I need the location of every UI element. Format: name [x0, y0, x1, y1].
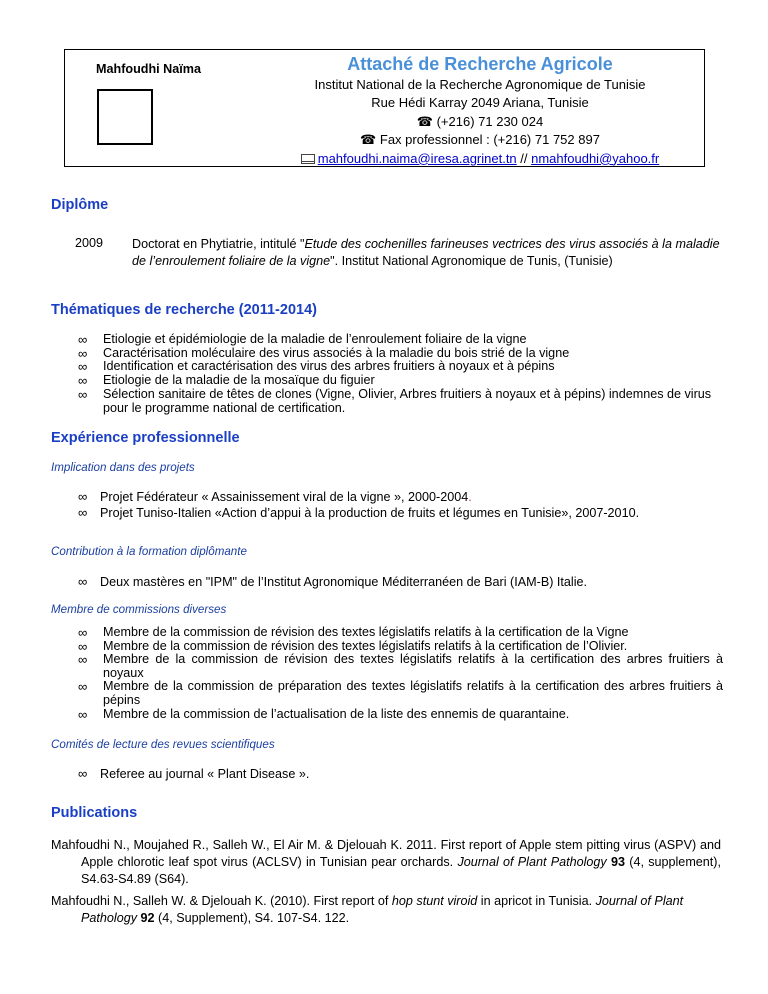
comites-list — [78, 766, 728, 782]
list-item — [78, 708, 723, 722]
email-line — [270, 150, 690, 168]
fax-line — [270, 131, 690, 149]
list-item-text — [78, 489, 728, 505]
list-item-text: Membre de la commission de révision des textes législatifs relatifs à la certification de la Vigne — [103, 625, 629, 639]
subsection-comites-title: Comités de lecture des revues scientifiques — [51, 738, 275, 751]
list-item-text: Membre de la commission de révision des textes législatifs relatifs à la certification de l’Olivier. — [103, 638, 628, 653]
formation-list — [78, 574, 728, 590]
list-item — [78, 574, 728, 590]
list-item-text: Referee au journal « Plant Disease ». — [100, 767, 310, 781]
person-name: Mahfoudhi Naïma — [96, 62, 201, 76]
list-item — [78, 489, 728, 505]
projet-1-dot: . — [468, 490, 472, 504]
pub-1-journal: Journal of Plant Pathology — [457, 855, 607, 869]
projet-1-text: Projet Fédérateur « Assainissement viral de la vigne », 2000-2004 — [100, 490, 469, 504]
bullet-icon: ∞ — [78, 638, 88, 654]
list-item-text: Etiologie et épidémiologie de la maladie de l’enroulement foliaire de la vigne — [103, 332, 527, 346]
job-title: Attaché de Recherche Agricole — [347, 54, 613, 74]
list-item — [78, 388, 723, 415]
envelope-icon — [301, 154, 315, 164]
diploma-thesis-title: Etude des cochenilles farineuses vectrices des virus associés à la maladie de l’enroulement foliaire de la vigne — [132, 237, 720, 268]
list-item — [78, 505, 728, 521]
list-item — [78, 347, 723, 361]
bullet-icon: ∞ — [78, 652, 88, 668]
photo-placeholder — [97, 89, 153, 145]
list-item-text: Deux mastères en "IPM" de l’Institut Agronomique Méditerranéen de Bari (IAM-B) Italie. — [100, 575, 588, 589]
list-item-text: Identification et caractérisation des virus des arbres fruitiers à noyaux et à pépins — [103, 359, 555, 374]
list-item — [78, 626, 723, 640]
diploma-year: 2009 — [75, 236, 104, 250]
bullet-icon: ∞ — [78, 505, 88, 520]
pub-2-volume: 92 — [137, 911, 155, 925]
diploma-text-a: Doctorat en Phytiatrie, intitulé " — [132, 237, 305, 251]
pub-2-pages: (4, Supplement), S4. 107-S4. 122. — [154, 911, 350, 925]
list-item — [78, 680, 723, 707]
pub-1-pages: (4, supplement), S4.63-S4.89 (S64). — [81, 855, 722, 886]
thematiques-list — [78, 333, 723, 415]
list-item-text: Membre de la commission de préparation des textes législatifs relatifs à la certification des arbres fruitiers à pépins — [103, 679, 723, 707]
list-item — [78, 333, 723, 347]
bullet-icon: ∞ — [78, 706, 88, 722]
phone-number: (+216) 71 230 024 — [436, 113, 544, 129]
section-experience-title: Expérience professionnelle — [51, 430, 240, 446]
pub-1-text: Mahfoudhi N., Moujahed R., Salleh W., El Air M. & Djelouah K. 2011. First report of Apple stem pitting virus (ASPV) and Apple chlorotic leaf spot virus (ACLSV) in Tunisian pear orchards. — [51, 838, 721, 869]
email-link-2[interactable]: nmahfoudhi@yahoo.fr — [531, 150, 660, 166]
list-item-text: Etiologie de la maladie de la mosaïque du figuier — [103, 373, 375, 388]
email-link-1[interactable]: mahfoudhi.naima@iresa.agrinet.tn — [317, 150, 517, 166]
section-diplome-title: Diplôme — [51, 197, 109, 213]
bullet-icon: ∞ — [78, 332, 88, 347]
bullet-icon: ∞ — [78, 766, 88, 781]
bullet-icon: ∞ — [78, 679, 88, 695]
pub-2-journal: Journal of Plant Pathology — [81, 894, 684, 925]
projets-list — [78, 489, 728, 521]
bullet-icon: ∞ — [78, 345, 88, 361]
publication-2 — [51, 893, 721, 927]
bullet-icon: ∞ — [78, 373, 88, 389]
list-item-text: Caractérisation moléculaire des virus associés à la maladie du bois strié de la vigne — [103, 345, 570, 360]
pub-2-text-a: Mahfoudhi N., Salleh W. & Djelouah K. (2010). First report of — [51, 894, 392, 908]
list-item-text: Membre de la commission de révision des textes législatifs relatifs à la certification des arbres fruitiers à noyaux — [103, 652, 723, 680]
list-item-text: Projet Tuniso-Italien «Action d’appui à la production de fruits et légumes en Tunisie», 2007-2010. — [100, 506, 640, 520]
list-item — [78, 640, 723, 654]
bullet-icon: ∞ — [78, 359, 88, 375]
fax-number: Fax professionnel : (+216) 71 752 897 — [379, 132, 600, 148]
list-item — [78, 374, 723, 388]
subsection-projets-title: Implication dans des projets — [51, 461, 195, 474]
contact-block — [270, 52, 690, 168]
fax-phone-icon: ☎ — [360, 132, 377, 148]
pub-2-viroid: hop stunt viroid — [391, 894, 478, 908]
commissions-list — [78, 626, 723, 721]
bullet-icon: ∞ — [78, 489, 88, 504]
phone-line — [270, 113, 690, 131]
pub-2-text-b: in apricot in Tunisia. — [477, 894, 596, 908]
address: Rue Hédi Karray 2049 Ariana, Tunisie — [371, 95, 589, 111]
publication-1 — [51, 837, 721, 888]
list-item-text: Sélection sanitaire de têtes de clones (Vigne, Olivier, Arbres fruitiers à noyaux et à pépins) indemnes de virus pour le programme national de certification. — [103, 386, 712, 415]
list-item — [78, 360, 723, 374]
subsection-formation-title: Contribution à la formation diplômante — [51, 545, 247, 558]
phone-icon: ☎ — [416, 113, 433, 129]
bullet-icon: ∞ — [78, 386, 88, 402]
section-publications-title: Publications — [51, 805, 138, 821]
diploma-text-b: ". Institut National Agronomique de Tunis, (Tunisie) — [330, 254, 613, 268]
diploma-text — [132, 236, 722, 270]
subsection-commissions-title: Membre de commissions diverses — [51, 603, 227, 616]
bullet-icon: ∞ — [78, 625, 88, 640]
list-item — [78, 766, 728, 782]
list-item-text: Membre de la commission de l’actualisation de la liste des ennemis de quarantaine. — [103, 706, 570, 721]
bullet-icon: ∞ — [78, 574, 88, 589]
institution: Institut National de la Recherche Agronomique de Tunisie — [314, 77, 646, 92]
list-item — [78, 653, 723, 680]
pub-1-volume: 93 — [606, 855, 625, 869]
section-thematiques-title: Thématiques de recherche (2011-2014) — [51, 302, 317, 318]
email-separator: // — [516, 150, 532, 166]
